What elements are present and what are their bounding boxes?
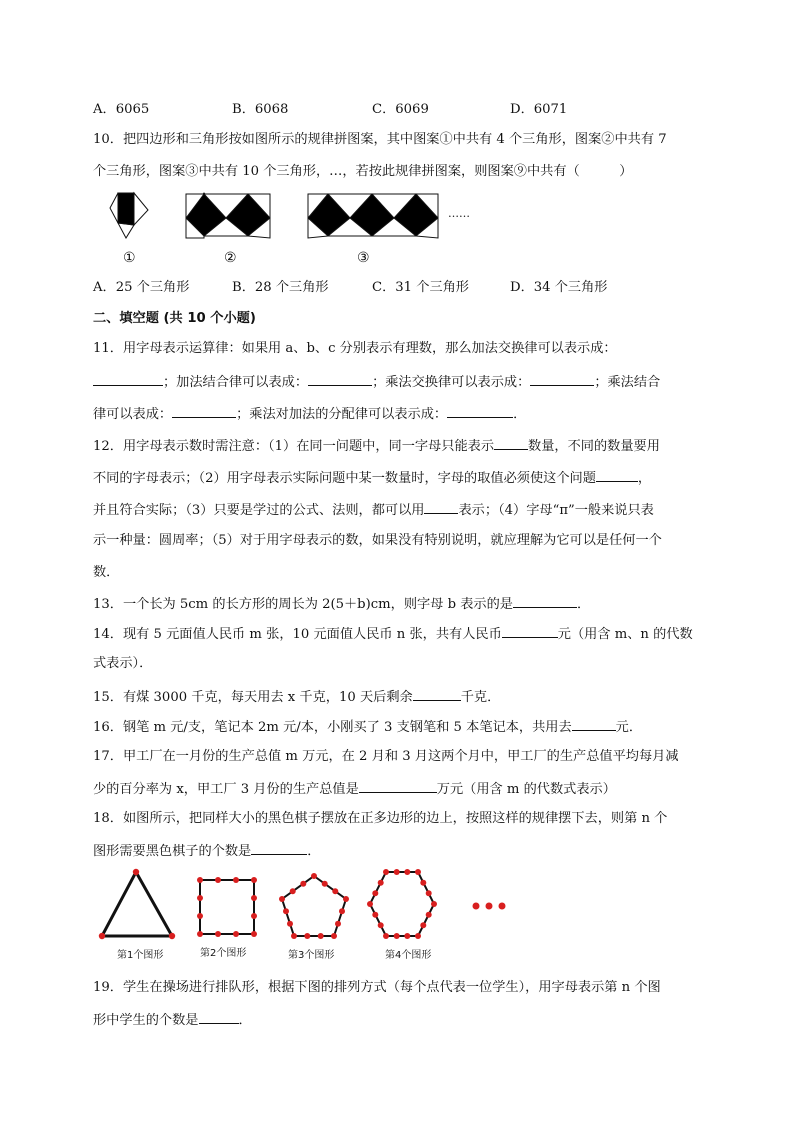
q11-blank-5[interactable] [447, 403, 513, 418]
q11-text-line1: 11．用字母表示运算律：如果用 a、b、c 分别表示有理数，那么加法交换律可以表示成： [93, 341, 617, 356]
q10-label-1: ① [123, 250, 136, 266]
q11-blank-2[interactable] [308, 371, 372, 386]
q12-text-line5: 数． [93, 565, 120, 580]
q18-blank[interactable] [251, 840, 307, 855]
q18-caption-4: 第4个图形 [385, 950, 432, 961]
pattern-2 [186, 193, 270, 238]
q10-option-b: B．28 个三角形 [232, 280, 329, 295]
q15-blank[interactable] [413, 686, 461, 701]
q16-text: 16．钢笔 m 元/支，笔记本 2m 元/本，小刚买了 3 支钢笔和 5 本笔记本，共用去 元． [93, 716, 642, 738]
q11-text-line2: ；加法结合律可以表成： ；乘法交换律可以表示成： ；乘法结合 [93, 371, 660, 393]
figure-1-triangle [99, 869, 175, 939]
q10-ellipsis: …… [448, 207, 470, 220]
q11-text-line3: 律可以表成： ；乘法对加法的分配律可以表示成： ． [93, 403, 526, 425]
q15-text: 15．有煤 3000 千克，每天用去 x 千克，10 天后剩余 千克． [93, 686, 500, 708]
dot [133, 869, 139, 875]
q10-label-3: ③ [357, 250, 370, 266]
q9-option-a: A．6065 [93, 102, 150, 117]
q18-caption-1: 第1个图形 [117, 950, 164, 961]
continuation-dots [473, 903, 506, 910]
q10-label-2: ② [224, 250, 237, 266]
dot [169, 933, 175, 939]
q10-option-a: A．25 个三角形 [93, 280, 190, 295]
figure-2-square [197, 877, 257, 937]
q9-option-c: C．6069 [372, 102, 429, 117]
q18-caption-3: 第3个图形 [288, 950, 335, 961]
q14-text-line2: 式表示）． [93, 656, 153, 671]
q19-text-line1: 19．学生在操场进行排队形，根据下图的排列方式（每个点代表一位学生），用字母表示第 n 个图 [93, 980, 661, 995]
q13-blank[interactable] [513, 593, 577, 608]
q11-blank-1[interactable] [93, 371, 163, 386]
q10-text-line1: 10．把四边形和三角形按如图所示的规律拼图案，其中图案①中共有 4 个三角形，图案②中共有 7 [93, 132, 667, 147]
pattern-1 [110, 193, 148, 238]
q10-tile-patterns [100, 190, 460, 250]
q18-polygon-figures [96, 866, 526, 946]
q14-text-line1: 14．现有 5 元面值人民币 m 张，10 元面值人民币 n 张，共有人民币 元（用含 m、n 的代数 [93, 623, 693, 645]
dot [99, 933, 105, 939]
q12-text-line2: 不同的字母表示；（2）用字母表示实际问题中某一数量时，字母的取值必须使这个问题 ， [93, 467, 651, 489]
q19-text-line2: 形中学生的个数是 ． [93, 1009, 252, 1031]
q11-blank-3[interactable] [530, 371, 594, 386]
figure-4-hexagon [367, 869, 437, 939]
q18-text-line1: 18．如图所示，把同样大小的黑色棋子摆放在正多边形的边上，按照这样的规律摆下去，则第 n 个 [93, 811, 668, 826]
q10-option-d: D．34 个三角形 [510, 280, 608, 295]
q17-text-line2: 少的百分率为 x，甲工厂 3 月份的生产总值是 万元（用含 m 的代数式表示） [93, 778, 616, 800]
q17-text-line1: 17．甲工厂在一月份的生产总值 m 万元，在 2 月和 3 月这两个月中，甲工厂的生产总值平均每月减 [93, 749, 679, 764]
q17-blank[interactable] [359, 778, 437, 793]
q12-blank-1[interactable] [494, 435, 528, 450]
q10-text-line2: 个三角形，图案③中共有 10 个三角形，…，若按此规律拼图案，则图案⑨中共有（ ） [93, 164, 633, 179]
q9-option-b: B．6068 [232, 102, 289, 117]
q11-blank-4[interactable] [172, 403, 236, 418]
q12-blank-3[interactable] [424, 499, 458, 514]
q14-blank[interactable] [502, 623, 558, 638]
q12-text-line4: 示一种量：圆周率；（5）对于用字母表示的数，如果没有特别说明，就应理解为它可以是任何一个 [93, 533, 662, 548]
q13-text: 13．一个长为 5cm 的长方形的周长为 2(5＋b)cm，则字母 b 表示的是 ． [93, 593, 590, 615]
pattern-3 [308, 194, 438, 238]
q18-caption-2: 第2个图形 [200, 948, 247, 959]
q12-text-line1: 12．用字母表示数时需注意：（1）在同一问题中，同一字母只能表示 数量，不同的数量要用 [93, 435, 660, 457]
figure-3-pentagon [279, 873, 349, 939]
q9-option-d: D．6071 [510, 102, 568, 117]
q12-text-line3: 并且符合实际；（3）只要是学过的公式、法则，都可以用 表示；（4）字母“π”一般来说只表 [93, 499, 654, 521]
q10-option-c: C．31 个三角形 [372, 280, 469, 295]
q19-blank[interactable] [199, 1009, 239, 1024]
q18-text-line2: 图形需要黑色棋子的个数是 ． [93, 840, 320, 862]
q12-blank-2[interactable] [596, 467, 638, 482]
section-title-fill-in: 二、填空题 (共 10 个小题) [93, 311, 256, 326]
q16-blank[interactable] [572, 716, 616, 731]
